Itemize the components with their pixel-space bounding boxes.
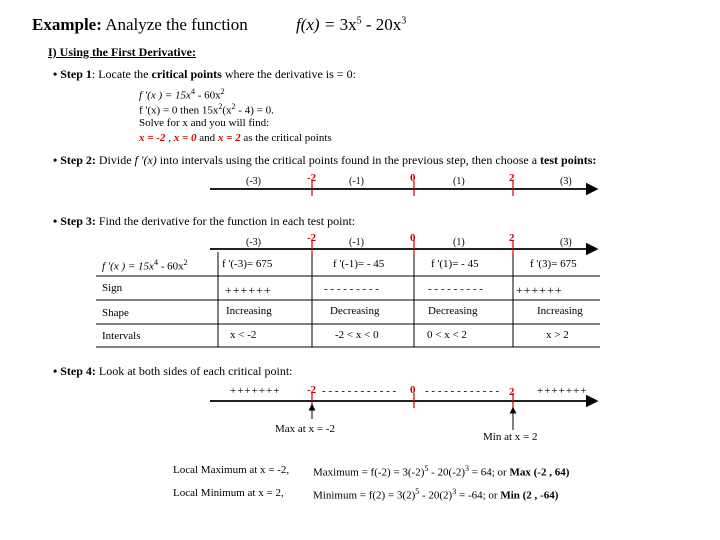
table-shape-4: Increasing	[537, 305, 583, 317]
result-max-label: Local Maximum at x = -2,	[173, 464, 290, 476]
step3-label-neg3: (-3)	[246, 237, 261, 248]
table-sign-2: - - - - - - - - -	[324, 283, 379, 295]
table-interval-3: 0 < x < 2	[427, 329, 467, 341]
table-shape-1: Increasing	[226, 305, 272, 317]
title-term1: 3x	[339, 15, 357, 34]
title-exp2: 3	[401, 15, 407, 27]
title-analyze: Analyze the function	[105, 15, 248, 34]
critical-point-2: x = 2	[217, 132, 241, 144]
step3-text: Find the derivative for the function in each test point:	[95, 214, 356, 228]
step2-label-neg3: (-3)	[246, 176, 261, 187]
step4-plus-left: +++++++	[230, 385, 281, 397]
table-header-rest: - 60x	[157, 260, 184, 273]
step1-text-a: : Locate the	[91, 67, 152, 81]
table-header-e1: 4	[153, 258, 158, 267]
table-interval-4: x > 2	[546, 329, 569, 341]
result-max-e1: 5	[424, 464, 429, 473]
result-max-b: Maximum = f(-2) = 3(-2)	[313, 466, 425, 479]
step2-label-2: 2	[509, 172, 515, 184]
step1-deriv-lhs: f '(x ) = 15x	[139, 89, 191, 102]
step3-bullet: • Step 3:	[53, 214, 96, 228]
table-shape-3: Decreasing	[428, 305, 478, 317]
step1-deriv-e2: 2	[220, 87, 225, 96]
table-sign-3: - - - - - - - - -	[428, 283, 483, 295]
title-example: Example:	[32, 15, 102, 34]
table-shape-label: Shape	[102, 307, 129, 319]
step3-label-neg2: -2	[307, 232, 317, 244]
title-fx: f(x) =	[296, 15, 336, 34]
step3-label-neg1: (-1)	[349, 237, 364, 248]
table-fval-neg1: f '(-1)= - 45	[333, 258, 385, 270]
table-fval-neg3: f '(-3)= 675	[222, 258, 273, 270]
result-max-point: Max (-2 , 64)	[509, 466, 570, 479]
step2-label-1: (1)	[453, 176, 465, 187]
step1-zero-lhs: f '(x) = 0 then 15x	[139, 104, 219, 117]
step2-label-3: (3)	[560, 176, 572, 187]
step2-text-b: into intervals using the critical points found in the previous step, then choose a	[156, 153, 541, 167]
table-interval-2: -2 < x < 0	[335, 329, 379, 341]
step1-zero-e2: 2	[231, 102, 236, 111]
step4-bullet: • Step 4:	[53, 364, 96, 378]
result-max-e2: 3	[465, 464, 470, 473]
table-header-lhs: f '(x ) = 15x	[102, 260, 154, 273]
step4-dashes-2: - - - - - - - - - - - -	[425, 385, 500, 397]
step3-label-3: (3)	[560, 237, 572, 248]
result-min-e2: 3	[452, 487, 457, 496]
step4-dashes-1: - - - - - - - - - - - -	[322, 385, 397, 397]
step1-deriv-rhs: - 60x	[194, 89, 221, 102]
step4-text: Look at both sides of each critical point:	[95, 364, 293, 378]
result-max-d: = 64; or	[469, 466, 510, 479]
critical-point-0: x = 0	[173, 132, 197, 144]
table-shape-2: Decreasing	[330, 305, 380, 317]
step1-sep2: and	[196, 132, 218, 144]
step1-solve: Solve for x and you will find:	[139, 117, 270, 129]
table-fval-1: f '(1)= - 45	[431, 258, 479, 270]
table-intervals-label: Intervals	[102, 330, 141, 342]
result-min-e1: 5	[415, 487, 420, 496]
result-min-label: Local Minimum at x = 2,	[173, 487, 284, 499]
section-heading: I) Using the First Derivative:	[48, 45, 196, 59]
step1-deriv-e1: 4	[190, 87, 195, 96]
step4-max-label: Max at x = -2	[275, 423, 335, 435]
step1-bullet: • Step 1	[53, 67, 92, 81]
step4-two: 2	[509, 386, 515, 398]
step2-label-neg1: (-1)	[349, 176, 364, 187]
result-min-c: - 20(2)	[419, 489, 453, 502]
step1-bold: critical points	[151, 67, 222, 81]
step2-bold: test points:	[540, 153, 597, 167]
step1-zero-rhs: - 4) = 0.	[235, 104, 274, 117]
step2-label-0: 0	[410, 172, 416, 184]
step4-zero: 0	[410, 384, 416, 396]
title-exp1: 5	[356, 15, 362, 27]
result-min-point: Min (2 , -64)	[500, 489, 559, 502]
step1-text-b: where the derivative is = 0:	[221, 67, 356, 81]
step4-neg2: -2	[307, 384, 317, 396]
result-min-d: = -64; or	[456, 489, 501, 502]
table-sign-label: Sign	[102, 282, 123, 294]
step1-sep1: ,	[165, 132, 174, 144]
step1-zero-e1: 2	[218, 102, 223, 111]
step3-label-2: 2	[509, 232, 515, 244]
step2-bullet: • Step 2:	[53, 153, 96, 167]
title-minus: - 20x	[365, 15, 402, 34]
table-interval-1: x < -2	[230, 329, 257, 341]
step2-label-neg2: -2	[307, 172, 317, 184]
result-min-b: Minimum = f(2) = 3(2)	[313, 489, 416, 502]
table-fval-3: f '(3)= 675	[530, 258, 577, 270]
step1-tail: as the critical points	[240, 132, 332, 144]
step2-text-a: Divide	[95, 153, 135, 167]
critical-point-neg2: x = -2	[139, 132, 166, 144]
step3-label-0: 0	[410, 232, 416, 244]
step1-zero-mid: (x	[222, 104, 232, 117]
step2-fprime: f '(x)	[134, 153, 157, 167]
step4-plus-right: +++++++	[537, 385, 588, 397]
step4-min-label: Min at x = 2	[483, 431, 538, 443]
table-sign-4: ++++++	[516, 283, 563, 297]
table-sign-1: ++++++	[225, 283, 272, 297]
step3-label-1: (1)	[453, 237, 465, 248]
table-header-e2: 2	[183, 258, 188, 267]
result-max-c: - 20(-2)	[428, 466, 466, 479]
